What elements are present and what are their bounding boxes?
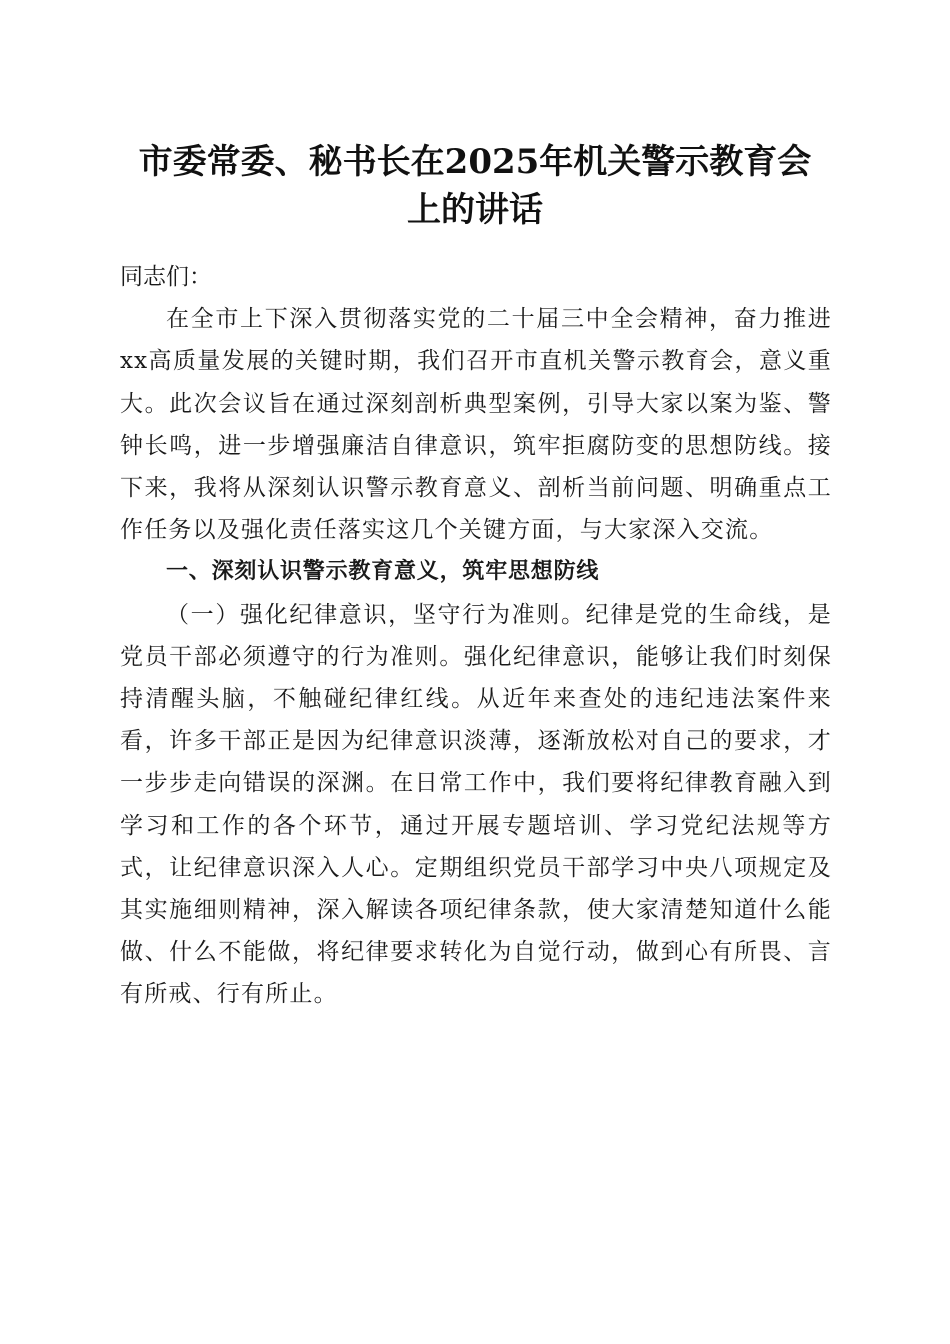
subsection-body: 纪律是党的生命线，是党员干部必须遵守的行为准则。强化纪律意识，能够让我们时刻保持清醒头脑，不触碰纪律红线。从近年来查处的违纪违法案件来看，许多干部正是因为纪律意识淡薄，逐渐放松对自己的要求，才一步步走向错误的深渊。在日常工作中，我们要将纪律教育融入到学习和工作的各个环节，通过开展专题培训、学习党纪法规等方式，让纪律意识深入人心。定期组织党员干部学习中央八项规定及其实施细则精神，深入解读各项纪律条款，使大家清楚知道什么能做、什么不能做，将纪律要求转化为自觉行动，做到心有所畏、言有所戒、行有所止。 — [120, 601, 832, 1008]
document-body — [120, 256, 832, 1016]
subsection-paragraph — [120, 594, 832, 1016]
document-title — [118, 138, 832, 234]
title-line-2: 上的讲话 — [407, 190, 543, 230]
intro-paragraph: 在全市上下深入贯彻落实党的二十届三中全会精神，奋力推进xx高质量发展的关键时期，我们召开市直机关警示教育会，意义重大。此次会议旨在通过深刻剖析典型案例，引导大家以案为鉴、警钟长鸣，进一步增强廉洁自律意识，筑牢拒腐防变的思想防线。接下来，我将从深刻认识警示教育意义、剖析当前问题、明确重点工作任务以及强化责任落实这几个关键方面，与大家深入交流。 — [120, 306, 832, 544]
section-heading: 一、深刻认识警示教育意义，筑牢思想防线 — [166, 559, 600, 585]
title-line-1: 市委常委、秘书长在2025年机关警示教育会 — [138, 142, 812, 182]
salutation: 同志们： — [120, 264, 212, 290]
subsection-lead: （一）强化纪律意识，坚守行为准则。 — [166, 601, 586, 628]
